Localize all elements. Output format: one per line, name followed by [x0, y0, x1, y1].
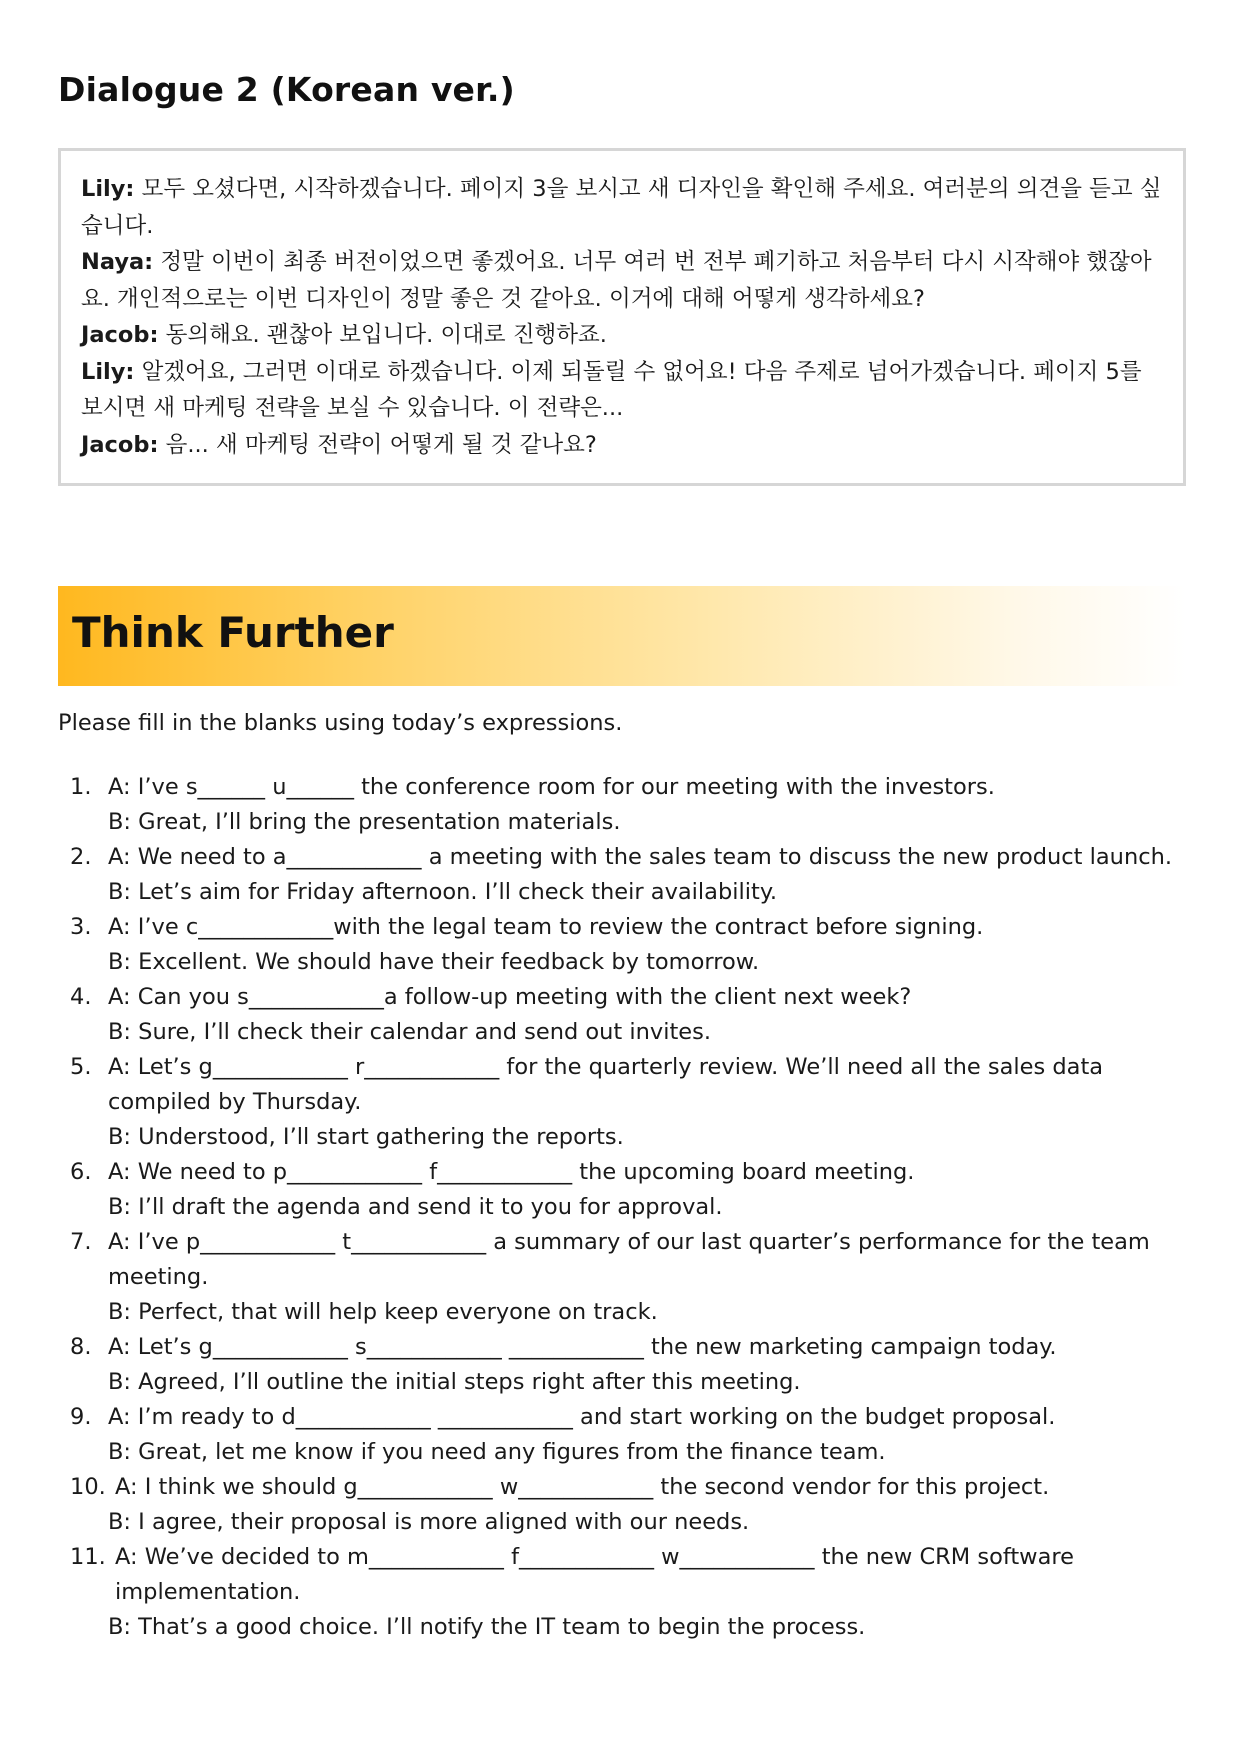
line-b: B: Great, I’ll bring the presentation materials. — [108, 809, 621, 835]
exercise-item — [58, 1400, 1186, 1470]
item-number: 1. — [70, 774, 92, 800]
dialogue-line — [81, 244, 1163, 317]
line-a: A: I’ve p____________ t____________ a summary of our last quarter’s performance for the team meeting. — [108, 1229, 1150, 1290]
speaker-name: Jacob: — [81, 431, 159, 458]
item-number: 10. — [70, 1474, 106, 1500]
exercise-item — [58, 1330, 1186, 1400]
line-b: B: Agreed, I’ll outline the initial steps right after this meeting. — [108, 1369, 801, 1395]
line-a: A: We need to p____________ f____________ the upcoming board meeting. — [108, 1159, 915, 1185]
exercise-item — [58, 1470, 1186, 1540]
dialogue-text: 정말 이번이 최종 버전이었으면 좋겠어요. 너무 여러 번 전부 폐기하고 처음부터 다시 시작해야 했잖아요. 개인적으로는 이번 디자인이 정말 좋은 것 같아요. 이거에 대해 어떻게 생각하세요? — [81, 249, 1152, 312]
line-a: A: Can you s____________a follow-up meeting with the client next week? — [108, 984, 912, 1010]
dialogue-line — [81, 354, 1163, 427]
exercise-item — [58, 770, 1186, 840]
dialogue-text: 모두 오셨다면, 시작하겠습니다. 페이지 3을 보시고 새 디자인을 확인해 주세요. 여러분의 의견을 듣고 싶습니다. — [81, 176, 1162, 239]
dialogue-text: 동의해요. 괜찮아 보입니다. 이대로 진행하죠. — [158, 322, 607, 348]
dialogue-title: Dialogue 2 (Korean ver.) — [58, 70, 515, 109]
item-number: 5. — [70, 1054, 92, 1080]
item-number: 2. — [70, 844, 92, 870]
dialogue-text: 알겠어요, 그러면 이대로 하겠습니다. 이제 되돌릴 수 없어요! 다음 주제로 넘어가겠습니다. 페이지 5를 보시면 새 마케팅 전략을 보실 수 있습니다. 이 전략은... — [81, 358, 1142, 421]
item-number: 3. — [70, 914, 92, 940]
dialogue-line — [81, 427, 1163, 464]
speaker-name: Jacob: — [81, 322, 159, 348]
exercise-item — [58, 840, 1186, 910]
think-further-banner — [58, 586, 1186, 686]
line-b: B: Sure, I’ll check their calendar and send out invites. — [108, 1019, 712, 1045]
dialogue-text: 음... 새 마케팅 전략이 어떻게 될 것 같나요? — [158, 431, 597, 458]
line-b: B: I’ll draft the agenda and send it to you for approval. — [108, 1194, 723, 1220]
item-number: 9. — [70, 1404, 92, 1430]
dialogue-line — [81, 171, 1163, 244]
line-a: A: We’ve decided to m____________ f____________ w____________ the new CRM software implementation. — [115, 1544, 1074, 1605]
think-further-title: Think Further — [72, 608, 394, 657]
exercise-item — [58, 1050, 1186, 1155]
line-a: A: I’ve s______ u______ the conference room for our meeting with the investors. — [108, 774, 995, 800]
exercise-item — [58, 980, 1186, 1050]
exercise-item — [58, 1155, 1186, 1225]
dialogue-box — [58, 148, 1186, 486]
speaker-name: Lily: — [81, 176, 135, 202]
exercise-list — [58, 770, 1186, 1645]
line-a: A: We need to a____________ a meeting with the sales team to discuss the new product launch. — [108, 844, 1172, 870]
speaker-name: Lily: — [81, 358, 135, 385]
instructions: Please fill in the blanks using today’s expressions. — [58, 710, 623, 736]
speaker-name: Naya: — [81, 249, 154, 275]
line-b: B: I agree, their proposal is more aligned with our needs. — [108, 1509, 750, 1535]
exercise-item — [58, 1540, 1186, 1645]
item-number: 4. — [70, 984, 92, 1010]
line-a: A: I’ve c____________with the legal team to review the contract before signing. — [108, 914, 984, 940]
line-b: B: That’s a good choice. I’ll notify the IT team to begin the process. — [108, 1614, 866, 1640]
item-number: 8. — [70, 1334, 92, 1360]
line-b: B: Perfect, that will help keep everyone on track. — [108, 1299, 658, 1325]
item-number: 7. — [70, 1229, 92, 1255]
item-number: 11. — [70, 1544, 106, 1570]
line-b: B: Let’s aim for Friday afternoon. I’ll check their availability. — [108, 879, 778, 905]
line-b: B: Excellent. We should have their feedback by tomorrow. — [108, 949, 760, 975]
item-number: 6. — [70, 1159, 92, 1185]
line-b: B: Understood, I’ll start gathering the reports. — [108, 1124, 624, 1150]
exercise-item — [58, 1225, 1186, 1330]
line-a: A: Let’s g____________ r____________ for the quarterly review. We’ll need all the sales data compiled by Thursday. — [108, 1054, 1104, 1115]
line-b: B: Great, let me know if you need any figures from the finance team. — [108, 1439, 886, 1465]
line-a: A: I think we should g____________ w____________ the second vendor for this project. — [115, 1474, 1050, 1500]
dialogue-line — [81, 317, 1163, 354]
exercise-item — [58, 910, 1186, 980]
line-a: A: I’m ready to d____________ ____________ and start working on the budget proposal. — [108, 1404, 1056, 1430]
line-a: A: Let’s g____________ s____________ ____________ the new marketing campaign today. — [108, 1334, 1057, 1360]
